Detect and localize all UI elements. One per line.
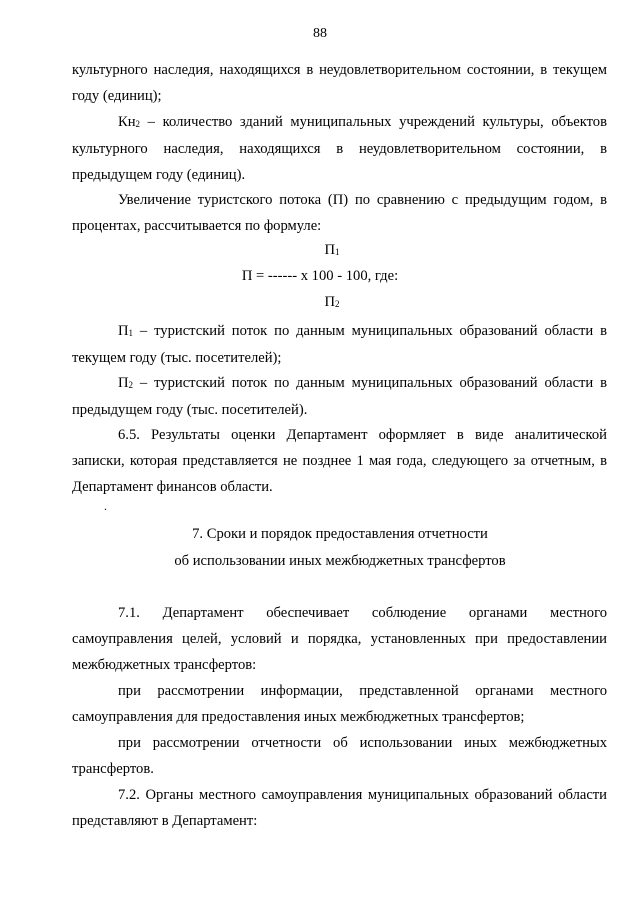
formula-numerator: $П_1$	[324, 242, 340, 258]
paragraph-p1-definition	[72, 318, 607, 371]
p1-definition-text: – туристский поток по данным муниципальных образований области в текущем году (тыс. посетителей);	[72, 323, 607, 366]
formula-main: П = ------ х 100 - 100, где:	[241, 268, 399, 284]
paragraph-continuation: культурного наследия, находящихся в неудовлетворительном состоянии, в текущем году (единиц);	[72, 62, 607, 104]
variable-p2: $П_2$	[118, 375, 134, 391]
variable-kn2: $Кн_2$	[118, 114, 141, 130]
variable-p1: $П_1$	[118, 323, 134, 339]
section-heading-line-1: 7. Сроки и порядок предоставления отчетности	[192, 526, 488, 542]
paragraph-6-5: 6.5. Результаты оценки Департамент оформляет в виде аналитической записки, которая представляется не позднее 1 мая года, следующего за отчетным, в Департамент финансов области.	[72, 427, 607, 495]
formula-denominator: $П_2$	[324, 294, 340, 310]
page-number: 88	[313, 26, 327, 41]
kn2-definition-text: – количество зданий муниципальных учреждений культуры, объектов культурного наследия, находящихся в неудовлетворительном состоянии, в предыдущем году (единиц).	[72, 114, 607, 183]
p2-definition-text: – туристский поток по данным муниципальных образований области в предыдущем году (тыс. посетителей).	[72, 375, 607, 418]
section-heading-line-2: об использовании иных межбюджетных трансфертов	[174, 553, 506, 569]
paragraph-tourist-flow-intro: Увеличение туристского потока (П) по сравнению с предыдущим годом, в процентах, рассчитывается по формуле:	[72, 192, 607, 234]
paragraph-report-review: при рассмотрении отчетности об использовании иных межбюджетных трансфертов.	[72, 735, 607, 777]
paragraph-p2-definition	[72, 370, 607, 423]
paragraph-info-review: при рассмотрении информации, представленной органами местного самоуправления для предоставления иных межбюджетных трансфертов;	[72, 683, 607, 725]
paragraph-7-2: 7.2. Органы местного самоуправления муниципальных образований области представляют в Департамент:	[72, 787, 607, 829]
paragraph-kn2-definition	[72, 109, 607, 188]
stray-mark: .	[104, 499, 107, 513]
paragraph-7-1: 7.1. Департамент обеспечивает соблюдение органами местного самоуправления целей, условий и порядка, установленных при предоставлении межбюджетных трансфертов:	[72, 605, 607, 673]
